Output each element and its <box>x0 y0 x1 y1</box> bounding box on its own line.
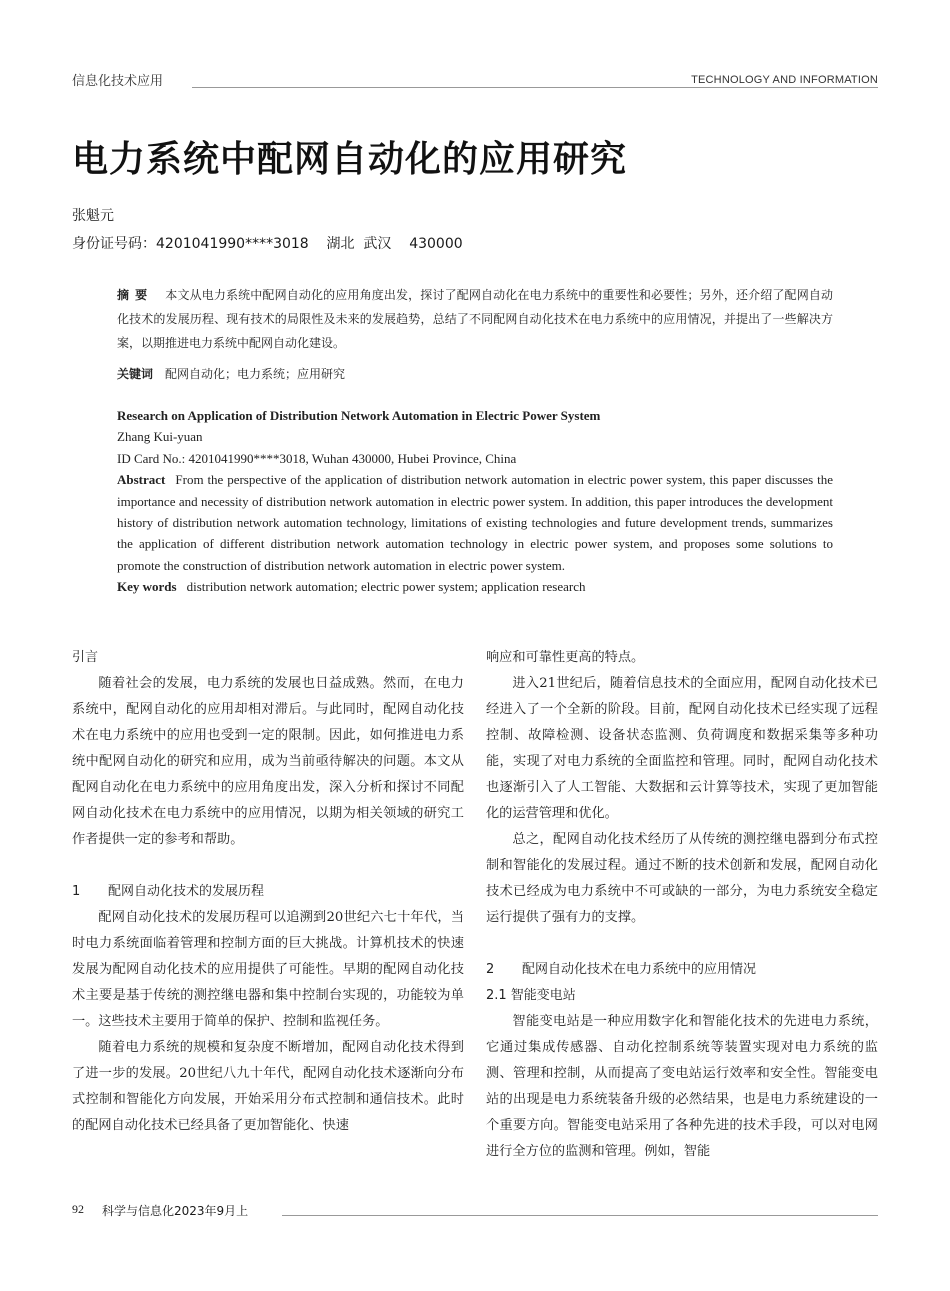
section-1-number: 1 <box>72 884 81 899</box>
keywords-cn-label: 关键词 <box>117 367 154 381</box>
section-1-title: 配网自动化技术的发展历程 <box>108 884 265 899</box>
subsection-2-1-paragraph: 智能变电站是一种应用数字化和智能化技术的先进电力系统，它通过集成传感器、自动化控制系统等装置实现对电力系统的监测、管理和控制，从而提高了变电站运行效率和安全性。智能变电站的出现是电力系统装备升级的必然结果，也是电力系统建设的一个重要方向。智能变电站采用了各种先进的技术手段，可以对电网进行全方位的监测和管理。例如，智能 <box>486 1014 878 1159</box>
header-section-label: 信息化技术应用 <box>72 74 164 89</box>
section-1-paragraph-3: 进入21世纪后，随着信息技术的全面应用，配网自动化技术已经进入了一个全新的阶段。目前，配网自动化技术已经实现了远程控制、故障检测、设备状态监测、负荷调度和数据采集等多种功能，实现了对电力系统的全面监控和管理。同时，配网自动化技术也逐渐引入了人工智能、大数据和云计算等技术，实现了更加智能化的运营管理和优化。 <box>486 676 878 821</box>
footer-journal: 科学与信息化2023年9月上 <box>102 1204 249 1218</box>
english-keywords-label: Key words <box>117 579 177 595</box>
english-title: Research on Application of Distribution Network Automation in Electric Power System <box>117 408 601 423</box>
paper-title: 电力系统中配网自动化的应用研究 <box>72 138 628 180</box>
abstract-cn-label: 摘要 <box>117 288 154 302</box>
subsection-2-1-heading: 2.1 智能变电站 <box>486 988 576 1003</box>
running-header <box>72 70 878 90</box>
section-1-heading <box>72 879 464 905</box>
page-number: 92 <box>72 1202 84 1216</box>
english-abstract-text: From the perspective of the application of distribution network automation in electric power system, this paper discusses the importance and necessity of distribution network automation in electric power system. In addition, this paper introduces the development history of distribution network automation technology, limitations of existing technologies and future development trends, summarizes the application of different distribution network automation technology in electric power system, and proposes some solutions to promote the construction of distribution network automation in electric power system. <box>117 472 833 573</box>
section-1-paragraph-1: 配网自动化技术的发展历程可以追溯到20世纪六七十年代，当时电力系统面临着管理和控制方面的巨大挑战。计算机技术的快速发展为配网自动化技术的应用提供了可能性。早期的配网自动化技术主要是基于传统的测控继电器和集中控制台实现的，功能较为单一。这些技术主要用于简单的保护、控制和监视任务。 <box>72 910 464 1029</box>
english-keywords-text: distribution network automation; electric power system; application research <box>186 579 586 595</box>
english-abstract-label: Abstract <box>117 472 166 488</box>
section-2-number: 2 <box>486 962 495 977</box>
english-author: Zhang Kui-yuan <box>117 429 203 445</box>
author-id-line: 身份证号码：4201041990****3018 湖北 武汉 430000 <box>72 236 463 252</box>
english-id-line: ID Card No.: 4201041990****3018, Wuhan 430000, Hubei Province, China <box>117 450 517 466</box>
header-journal-label: TECHNOLOGY AND INFORMATION <box>691 74 878 86</box>
intro-paragraph: 随着社会的发展，电力系统的发展也日益成熟。然而，在电力系统中，配网自动化的应用却相对滞后。与此同时，配网自动化技术在电力系统中的应用也受到一定的限制。因此，如何推进电力系统中配网自动化的研究和应用，成为当前亟待解决的问题。本文从配网自动化在电力系统中的应用角度出发，深入分析和探讨不同配网自动化技术在电力系统中的应用情况，以期为相关领域的研究工作者提供一定的参考和帮助。 <box>72 676 464 847</box>
section-2-title: 配网自动化技术在电力系统中的应用情况 <box>522 962 757 977</box>
page-footer <box>72 1202 878 1220</box>
keywords-cn <box>117 362 833 386</box>
section-1-paragraph-2-cont: 响应和可靠性更高的特点。 <box>486 650 645 665</box>
author-name: 张魁元 <box>72 208 114 224</box>
keywords-cn-text: 配网自动化；电力系统；应用研究 <box>165 367 346 381</box>
section-1-paragraph-4: 总之，配网自动化技术经历了从传统的测控继电器到分布式控制和智能化的发展过程。通过不断的技术创新和发展，配网自动化技术已经成为电力系统中不可或缺的一部分，为电力系统安全稳定运行提供了强有力的支撑。 <box>486 832 878 925</box>
english-keywords <box>117 576 833 597</box>
header-rule <box>192 87 878 88</box>
body-column-right <box>486 645 878 1165</box>
footer-rule <box>282 1215 878 1216</box>
section-1-paragraph-2: 随着电力系统的规模和复杂度不断增加，配网自动化技术得到了进一步的发展。20世纪八九十年代，配网自动化技术逐渐向分布式控制和智能化方向发展，开始采用分布式控制和通信技术。此时的配网自动化技术已经具备了更加智能化、快速 <box>72 1040 464 1133</box>
english-abstract <box>117 469 833 576</box>
english-abstract-block <box>117 405 833 598</box>
intro-heading: 引言 <box>72 650 99 665</box>
abstract-cn-text: 本文从电力系统中配网自动化的应用角度出发，探讨了配网自动化在电力系统中的重要性和必要性；另外，还介绍了配网自动化技术的发展历程、现有技术的局限性及未来的发展趋势，总结了不同配网自动化技术在电力系统中的应用情况，并提出了一些解决方案，以期推进电力系统中配网自动化建设。 <box>117 288 833 350</box>
section-2-heading <box>486 957 878 983</box>
abstract-cn <box>117 283 833 355</box>
body-column-left <box>72 645 464 1139</box>
